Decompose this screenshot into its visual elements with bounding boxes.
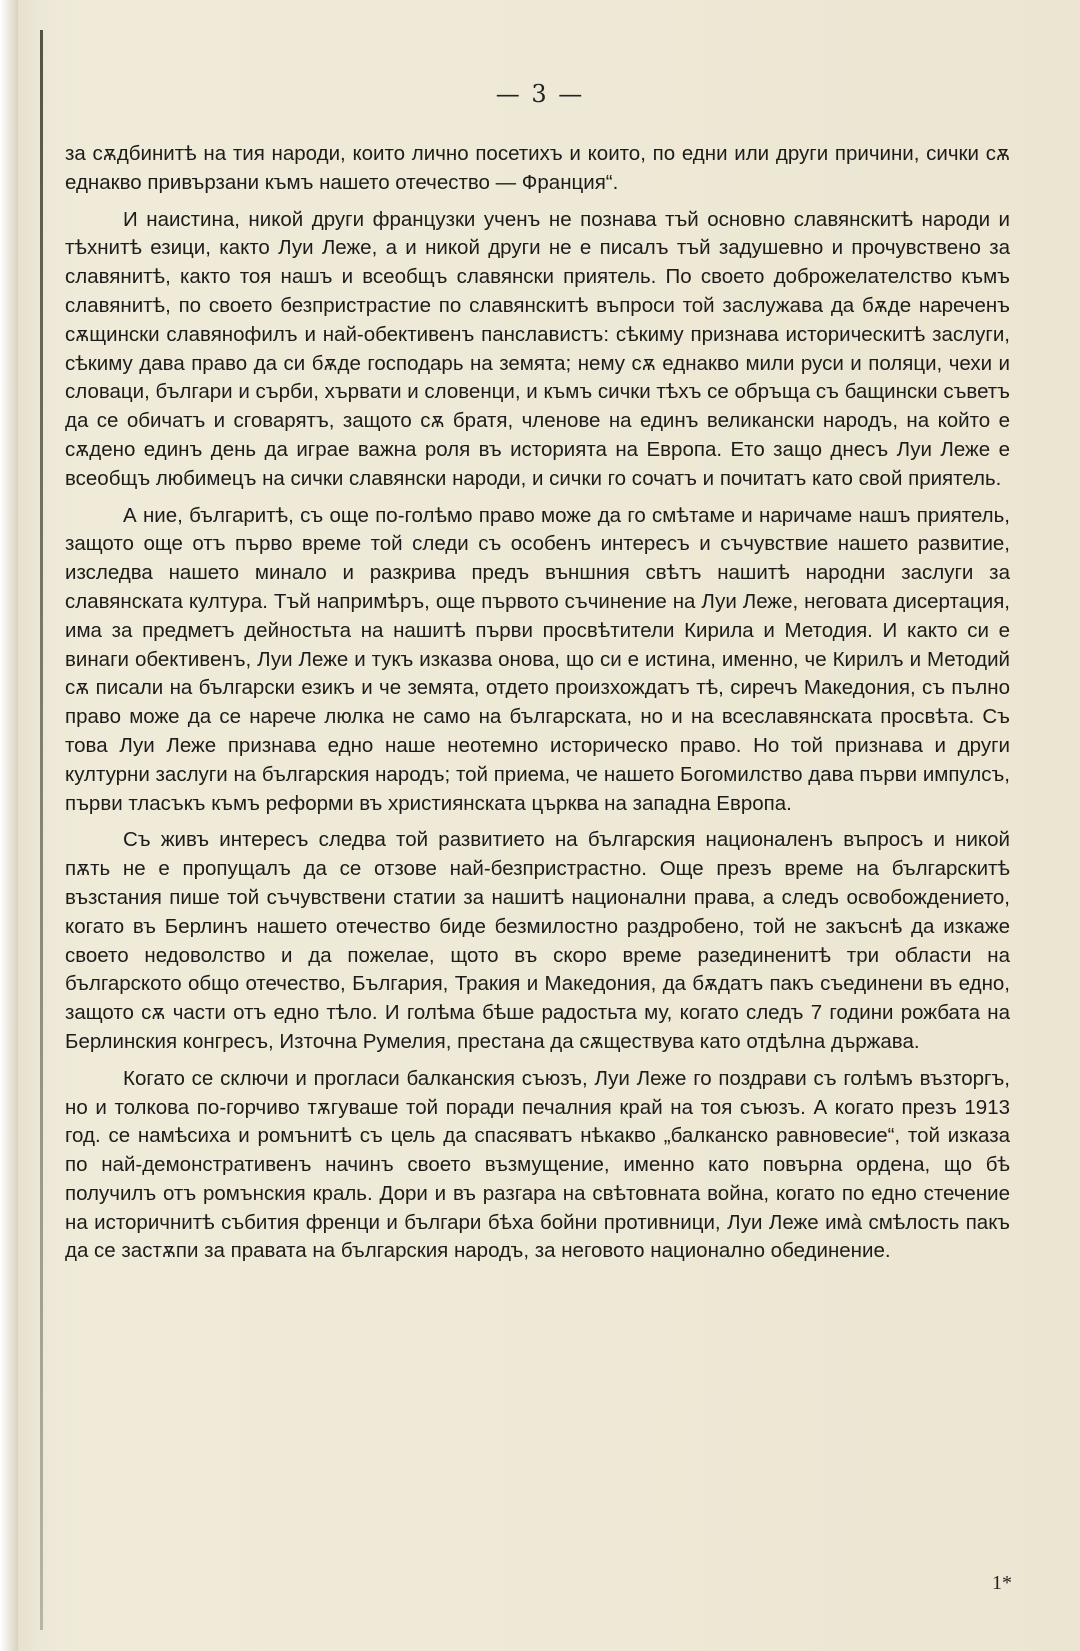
signature-mark: 1* <box>992 1572 1012 1594</box>
page-number: — 3 — <box>495 80 585 108</box>
page-spine-shadow <box>0 0 18 1651</box>
paragraph: Съ живъ интересъ следва той развитието на българския националенъ въпросъ и никой пѫть не е пропущалъ да се отзове най-безпристрастно. Още презъ време на българскитѣ възстания пише той съчувствени статии за нашитѣ национални права, а следъ освобождението, когато въ Берлинъ нашето отечество биде безмилостно раздробено, той не закъснѣ да изкаже своето недоволство и да пожелае, щото въ скоро време разединенитѣ три области на българското общо отечество, България, Тракия и Македония, да бѫдатъ пакъ съединени въ едно, защото сѫ части отъ едно тѣло. И голѣма бѣше радостьта му, когато следъ 7 години рожбата на Берлинския конгресъ, Източна Румелия, престана да сѫществува като отдѣлна държава. <box>65 828 1010 1053</box>
paragraph: И наистина, никой други французки ученъ не познава тъй основно славянскитѣ народи и тѣхнитѣ езици, както Луи Леже, а и никой други не е писалъ тъй задушевно и прочувствено за славянитѣ, както тоя нашъ и всеобщъ славянски приятель. По своето доброжелателство къмъ славянитѣ, по своето безпристрастие по славянскитѣ въпроси той заслужава да бѫде нареченъ сѫщински славянофилъ и най-обективенъ панславистъ: сѣкиму признава историческитѣ заслуги, сѣкиму дава право да си бѫде господарь на земята; нему сѫ еднакво мили руси и поляци, чехи и словаци, българи и сърби, хървати и словенци, и къмъ сички тѣхъ се обръща съ бащински съветъ да се обичатъ и сговарятъ, защото сѫ братя, членове на единъ великански народъ, на който е сѫдено единъ день да играе важна роля въ историята на Европа. Ето защо днесъ Луи Леже е всеобщъ любимецъ на сички славянски народи, и сички го сочатъ и почитатъ като свой приятель. <box>65 207 1010 490</box>
body-text <box>65 140 1010 1274</box>
paragraph: Когато се сключи и прогласи балканския съюзъ, Луи Леже го поздрави съ голѣмъ възторгъ, но и толкова по-горчиво тѫгуваше той поради печалния край на тоя съюзъ. А когато презъ 1913 год. се намѣсиха и ромънитѣ съ цель да спасяватъ нѣкакво „балканско равновесие“, той изказа по най-демонстративенъ начинъ своето възмущение, именно като повърна ордена, що бѣ получилъ отъ ромънския краль. Дори и въ разгара на свѣтовната война, когато по едно стечение на историчнитѣ събития френци и българи бѣха бойни противници, Луи Леже имà смѣлость пакъ да се застѫпи за правата на българския народъ, за неговото национално обединение. <box>65 1066 1010 1263</box>
paragraph-continuation: за сѫдбинитѣ на тия народи, които лично посетихъ и които, по едни или други причини, сички сѫ еднакво привързани къмъ нашето отечество — Франция“. <box>65 142 1010 194</box>
paragraph: А ние, българитѣ, съ още по-голѣмо право може да го смѣтаме и наричаме нашъ приятель, защото още отъ първо време той следи съ особенъ интересъ и съчувствие нашето развитие, изследва нашето минало и разкрива предъ външния свѣтъ нашитѣ народни заслуги за славянската култура. Тъй напримѣръ, още първото съчинение на Луи Леже, неговата дисертация, има за предметъ дейностьта на нашитѣ първи просвѣтители Кирила и Методия. И както си е винаги обективенъ, Луи Леже и тукъ изказва онова, що си е истина, именно, че Кирилъ и Методий сѫ писали на български езикъ и че земята, отдето произхождатъ тѣ, сиречъ Македония, съ пълно право може да се нарече люлка не само на българската, но и на всеславянската просвѣта. Съ това Луи Леже признава едно наше неотемно историческо право. Но той признава и други културни заслуги на българския народъ; той приема, че нашето Богомилство дава първи импулсъ, първи тласъкъ къмъ реформи въ християнската църква на западна Европа. <box>65 503 1010 815</box>
binding-edge-line <box>40 30 43 1630</box>
